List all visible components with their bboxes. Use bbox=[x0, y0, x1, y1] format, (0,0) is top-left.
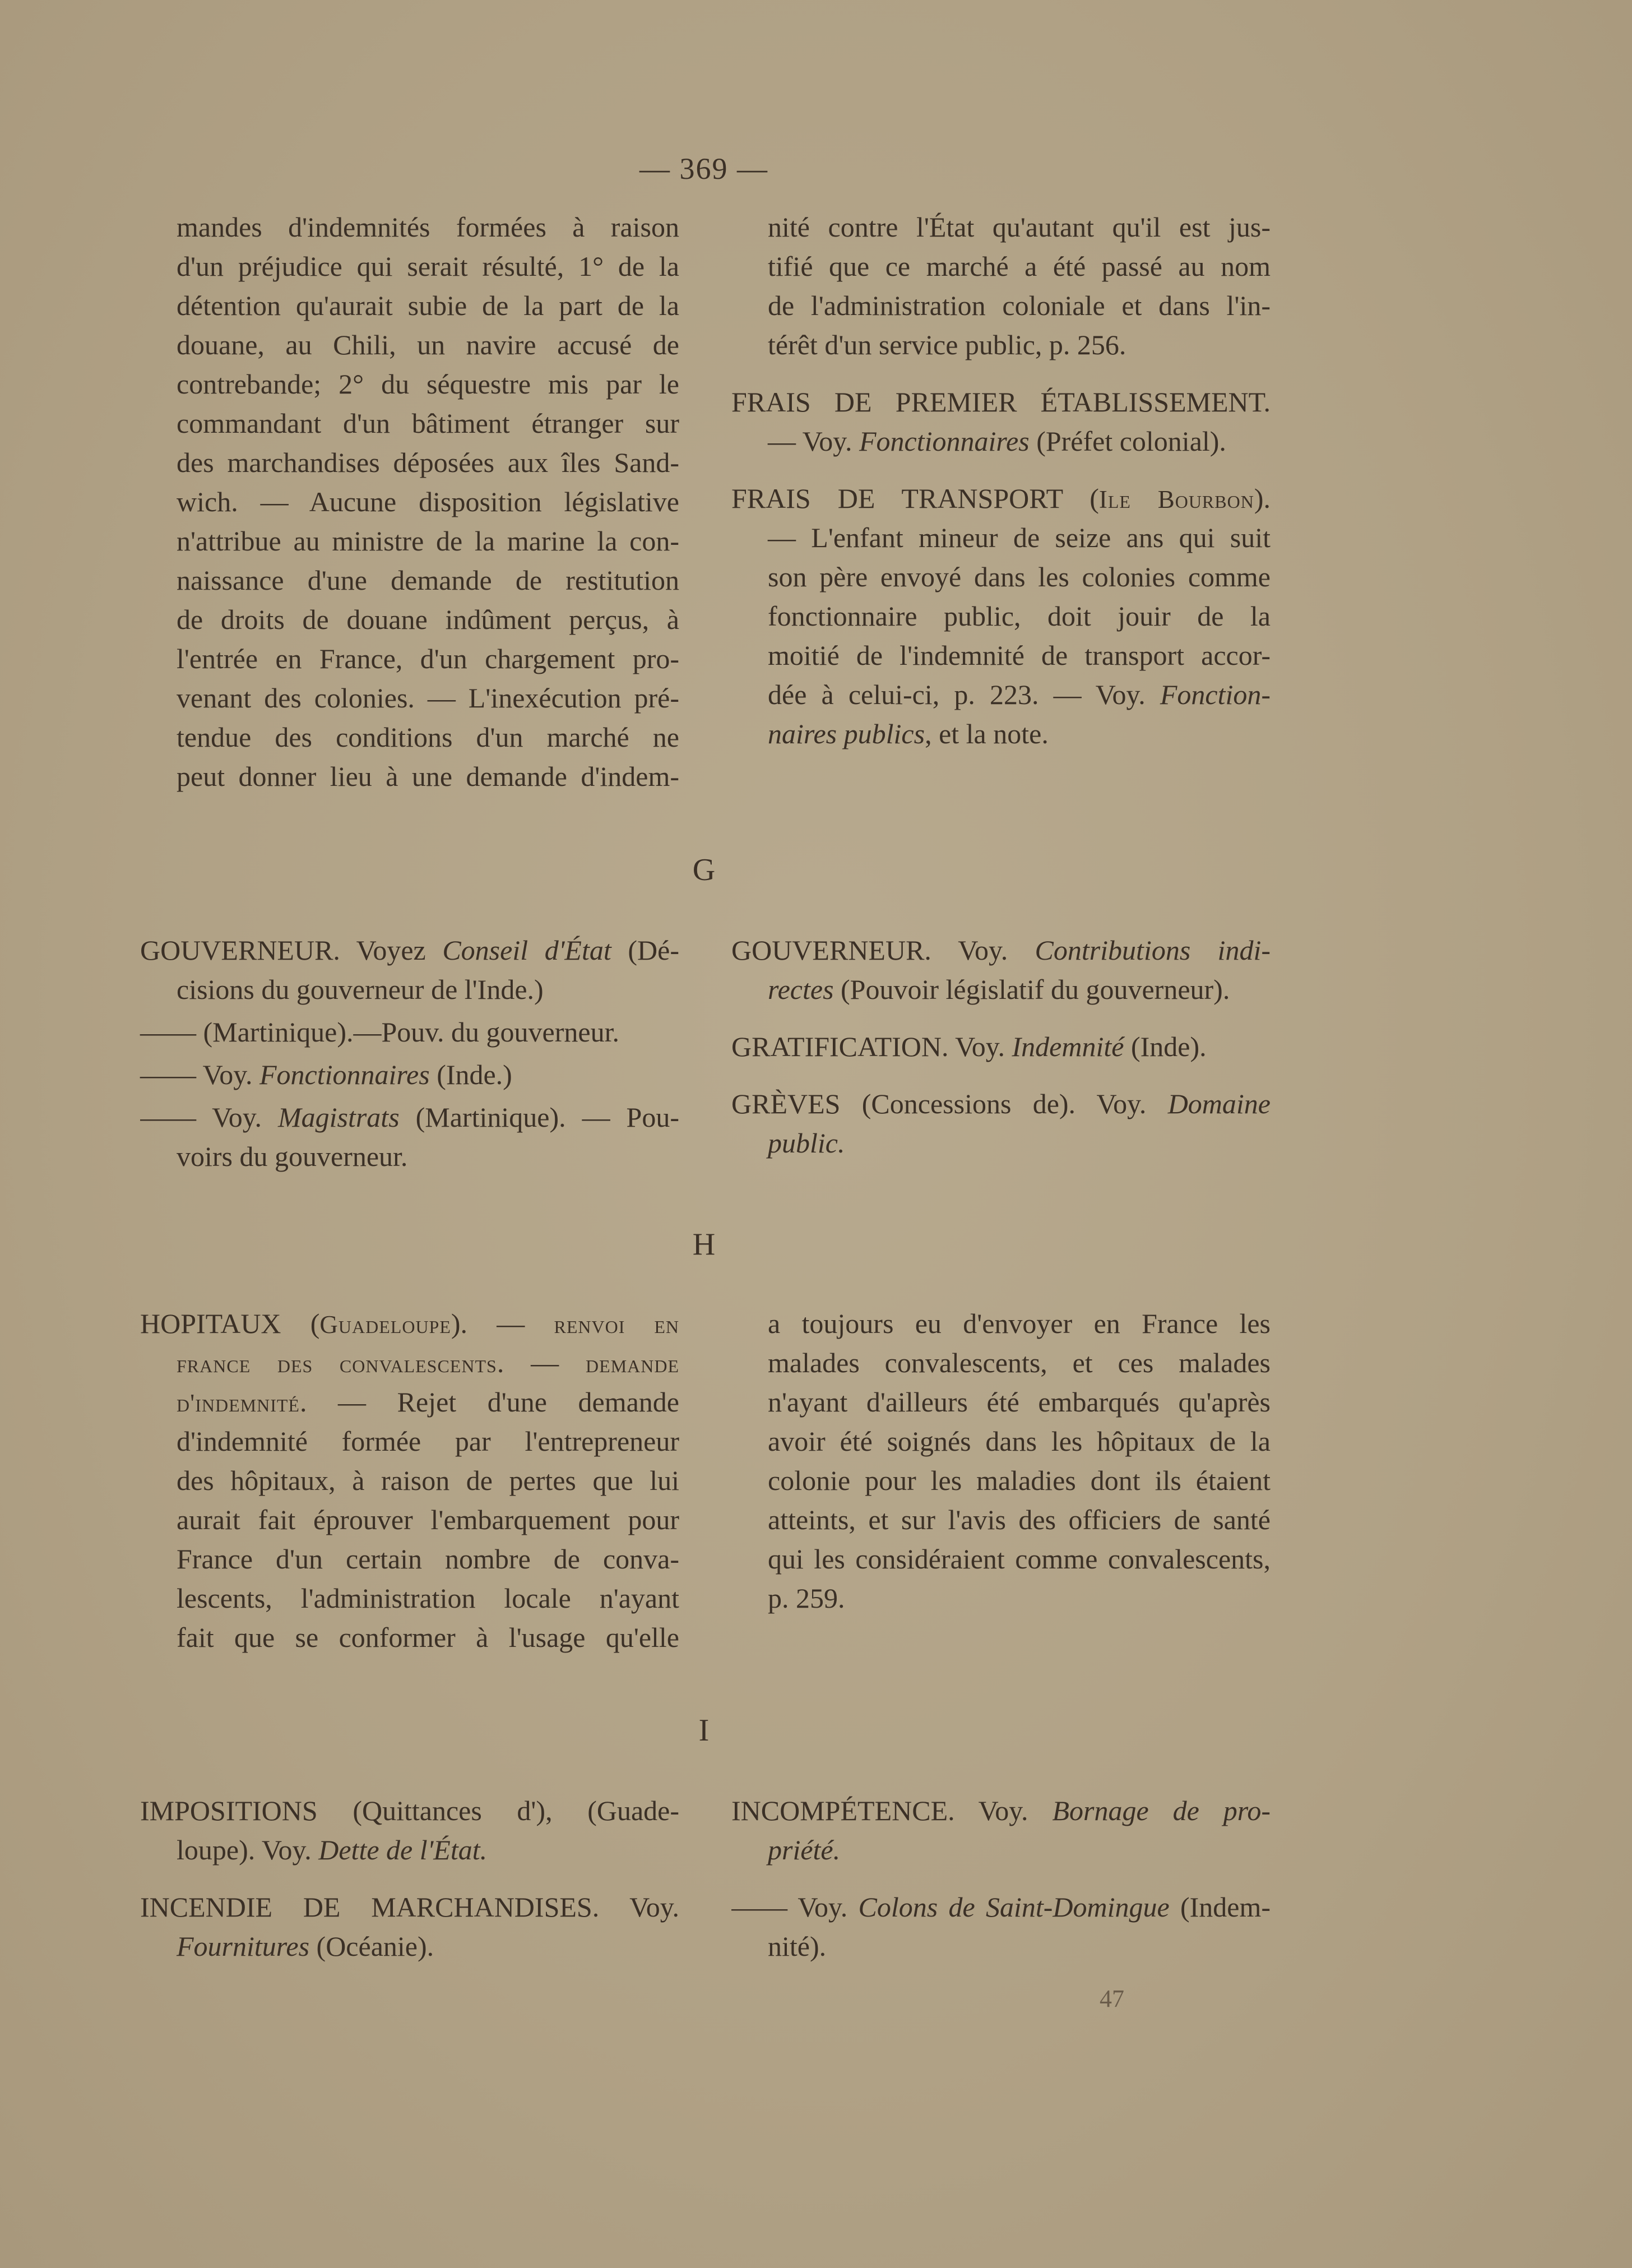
text-line bbox=[140, 970, 679, 1009]
text-line bbox=[140, 364, 679, 404]
text-run: contrebande; 2° du séquestre mis par le bbox=[177, 368, 679, 400]
text-run: (Pouvoir législatif du gouverneur). bbox=[833, 974, 1230, 1005]
text-run: voirs du gouverneur. bbox=[177, 1141, 408, 1172]
text-line bbox=[731, 675, 1271, 714]
italic-reference: rectes bbox=[768, 974, 834, 1005]
text-line bbox=[140, 247, 679, 286]
text-line bbox=[731, 1343, 1271, 1382]
text-line bbox=[140, 325, 679, 364]
italic-reference: public. bbox=[768, 1127, 845, 1159]
text-line bbox=[140, 1012, 679, 1052]
section-h-right-column bbox=[731, 1304, 1271, 1618]
text-run: GRATIFICATION. Voy. bbox=[731, 1031, 1012, 1062]
italic-reference: Bornage de pro- bbox=[1052, 1795, 1271, 1826]
text-line bbox=[731, 247, 1271, 286]
section-0-right-column bbox=[731, 207, 1271, 753]
small-caps-text: demande bbox=[586, 1350, 679, 1378]
text-run: p. 259. bbox=[768, 1582, 845, 1614]
text-line bbox=[731, 518, 1271, 557]
section-letter-h: H bbox=[692, 1227, 716, 1262]
index-entry bbox=[140, 931, 679, 1009]
page-number: — 369 — bbox=[639, 152, 768, 186]
text-line bbox=[731, 1927, 1271, 1966]
text-line bbox=[731, 207, 1271, 247]
small-caps-text: d'indemnité bbox=[177, 1389, 300, 1417]
text-run: lescents, l'administration locale n'ayant bbox=[177, 1582, 679, 1614]
index-entry bbox=[731, 479, 1271, 753]
text-line bbox=[731, 1084, 1271, 1123]
text-run: GOUVERNEUR. Voyez bbox=[140, 934, 443, 966]
italic-reference: Fonctionnaires bbox=[859, 425, 1030, 457]
text-run: avoir été soignés dans les hôpitaux de la bbox=[768, 1425, 1271, 1457]
small-caps-text: renvoi en bbox=[554, 1311, 679, 1339]
text-run: colonie pour les maladies dont ils étaient bbox=[768, 1465, 1271, 1496]
text-run: détention qu'aurait subie de la part de la bbox=[177, 290, 679, 321]
text-line bbox=[140, 207, 679, 247]
text-line bbox=[140, 1422, 679, 1461]
index-entry bbox=[140, 1098, 679, 1176]
text-run: —— Voy. bbox=[731, 1891, 859, 1923]
text-run: loupe). Voy. bbox=[177, 1834, 319, 1866]
small-caps-text: france des convalescents bbox=[177, 1350, 497, 1378]
text-line bbox=[140, 678, 679, 718]
text-run: ). — bbox=[451, 1308, 554, 1339]
text-run: mandes d'indemnités formées à raison bbox=[177, 211, 679, 243]
text-run: FRAIS DE PREMIER ÉTABLISSEMENT. bbox=[731, 386, 1271, 418]
text-line bbox=[140, 1382, 679, 1422]
italic-reference: Fonctionnaires bbox=[259, 1059, 430, 1090]
index-entry bbox=[731, 1887, 1271, 1966]
section-i-right-column bbox=[731, 1791, 1271, 1966]
italic-reference: Contributions indi- bbox=[1035, 934, 1271, 966]
section-letter-g: G bbox=[692, 853, 716, 887]
text-line bbox=[731, 1422, 1271, 1461]
text-line bbox=[731, 422, 1271, 461]
italic-reference: Domaine bbox=[1167, 1088, 1271, 1119]
text-line bbox=[140, 1579, 679, 1618]
text-run: douane, au Chili, un navire accusé de bbox=[177, 329, 679, 360]
italic-reference: naires publics bbox=[768, 718, 925, 749]
text-run: — L'enfant mineur de seize ans qui suit bbox=[768, 522, 1271, 553]
text-run: a toujours eu d'envoyer en France les bbox=[768, 1308, 1271, 1339]
text-run: (Dé- bbox=[611, 934, 679, 966]
text-run: des marchandises déposées aux îles Sand- bbox=[177, 447, 679, 478]
text-run: INCOMPÉTENCE. Voy. bbox=[731, 1795, 1053, 1826]
text-run: GOUVERNEUR. Voy. bbox=[731, 934, 1035, 966]
text-line bbox=[140, 404, 679, 443]
text-line bbox=[140, 1539, 679, 1579]
text-run: GRÈVES (Concessions de). Voy. bbox=[731, 1088, 1168, 1119]
text-line bbox=[140, 1137, 679, 1176]
text-run: (Préfet colonial). bbox=[1029, 425, 1226, 457]
signature-mark: 47 bbox=[1100, 1985, 1124, 2012]
text-run: wich. — Aucune disposition législative bbox=[177, 486, 679, 517]
text-run: France d'un certain nombre de conva- bbox=[177, 1543, 679, 1575]
italic-reference: Colons de Saint-Domingue bbox=[858, 1891, 1170, 1923]
text-line bbox=[140, 1098, 679, 1137]
text-run: fait que se conformer à l'usage qu'elle bbox=[177, 1622, 679, 1653]
italic-reference: Dette de l'État. bbox=[318, 1834, 488, 1866]
text-run: (Océanie). bbox=[309, 1931, 434, 1962]
index-entry bbox=[731, 1084, 1271, 1163]
text-line bbox=[140, 757, 679, 796]
text-line bbox=[140, 1343, 679, 1382]
text-line bbox=[731, 636, 1271, 675]
text-run: — Voy. bbox=[768, 425, 860, 457]
index-entry bbox=[140, 1304, 679, 1657]
text-run: commandant d'un bâtiment étranger sur bbox=[177, 408, 679, 439]
text-run: (Indem- bbox=[1169, 1891, 1271, 1923]
text-line bbox=[140, 718, 679, 757]
index-entry bbox=[731, 1791, 1271, 1869]
italic-reference: Fonction- bbox=[1160, 679, 1271, 710]
index-entry bbox=[731, 1027, 1271, 1066]
text-line bbox=[731, 1304, 1271, 1343]
text-run: d'un préjudice qui serait résulté, 1° de la bbox=[177, 251, 679, 282]
text-run: HOPITAUX ( bbox=[140, 1308, 320, 1339]
text-line bbox=[140, 443, 679, 482]
section-i-left-column bbox=[140, 1791, 679, 1966]
italic-reference: priété. bbox=[768, 1834, 841, 1866]
text-run: nité contre l'État qu'autant qu'il est jus- bbox=[768, 211, 1271, 243]
index-entry bbox=[140, 207, 679, 796]
text-line bbox=[731, 714, 1271, 753]
text-run: cisions du gouverneur de l'Inde.) bbox=[177, 974, 544, 1005]
text-line bbox=[140, 1791, 679, 1830]
text-line bbox=[731, 1791, 1271, 1830]
text-line bbox=[731, 1579, 1271, 1618]
text-run: —— (Martinique).—Pouv. du gouverneur. bbox=[140, 1016, 619, 1048]
text-line bbox=[731, 286, 1271, 325]
italic-reference: Indemnité bbox=[1012, 1031, 1124, 1062]
text-run: INCENDIE DE MARCHANDISES. Voy. bbox=[140, 1891, 679, 1923]
text-line bbox=[140, 1055, 679, 1094]
text-run: qui les considéraient comme convalescents, bbox=[768, 1543, 1271, 1575]
index-entry bbox=[140, 1055, 679, 1094]
text-run: , et la note. bbox=[925, 718, 1049, 749]
index-entry bbox=[731, 931, 1271, 1009]
small-caps-text: Guadeloupe bbox=[319, 1311, 451, 1339]
text-line bbox=[140, 482, 679, 521]
text-line bbox=[140, 521, 679, 561]
index-entry bbox=[731, 382, 1271, 461]
text-run: n'ayant d'ailleurs été embarqués qu'après bbox=[768, 1386, 1271, 1418]
italic-reference: Conseil d'État bbox=[442, 934, 611, 966]
text-line bbox=[731, 1027, 1271, 1066]
text-run: tendue des conditions d'un marché ne bbox=[177, 721, 679, 753]
text-line bbox=[731, 931, 1271, 970]
index-entry bbox=[140, 1791, 679, 1869]
text-line bbox=[731, 1461, 1271, 1500]
text-run: des hôpitaux, à raison de pertes que lui bbox=[177, 1465, 679, 1496]
text-line bbox=[731, 596, 1271, 636]
text-line bbox=[140, 600, 679, 639]
text-run: IMPOSITIONS (Quittances d'), (Guade- bbox=[140, 1795, 679, 1826]
text-run: térêt d'un service public, p. 256. bbox=[768, 329, 1126, 360]
text-run: dée à celui-ci, p. 223. — Voy. bbox=[768, 679, 1160, 710]
text-run: peut donner lieu à une demande d'indem- bbox=[177, 761, 679, 792]
text-run: —— Voy. bbox=[140, 1059, 260, 1090]
text-run: de droits de douane indûment perçus, à bbox=[177, 604, 679, 635]
text-run: fonctionnaire public, doit jouir de la bbox=[768, 600, 1271, 632]
text-run: tifié que ce marché a été passé au nom bbox=[768, 251, 1271, 282]
text-run: nité). bbox=[768, 1931, 827, 1962]
text-run: venant des colonies. — L'inexécution pré- bbox=[177, 682, 679, 714]
text-line bbox=[731, 1830, 1271, 1869]
italic-reference: Fournitures bbox=[177, 1931, 310, 1962]
text-run: (Inde.) bbox=[429, 1059, 512, 1090]
text-line bbox=[731, 970, 1271, 1009]
text-run: FRAIS DE TRANSPORT ( bbox=[731, 483, 1099, 514]
text-line bbox=[731, 1123, 1271, 1163]
text-run: aurait fait éprouver l'embarquement pour bbox=[177, 1504, 679, 1535]
text-line bbox=[731, 382, 1271, 422]
text-run: . — bbox=[497, 1347, 586, 1378]
text-line bbox=[140, 561, 679, 600]
text-line bbox=[140, 1927, 679, 1966]
text-run: ). bbox=[1254, 483, 1271, 514]
index-entry bbox=[140, 1887, 679, 1966]
text-line bbox=[140, 931, 679, 970]
section-h-left-column bbox=[140, 1304, 679, 1657]
text-line bbox=[731, 1887, 1271, 1927]
section-letter-i: I bbox=[698, 1713, 710, 1748]
small-caps-text: Ile Bourbon bbox=[1098, 485, 1254, 513]
text-line bbox=[140, 639, 679, 678]
text-line bbox=[731, 479, 1271, 518]
text-run: . — Rejet d'une demande bbox=[299, 1386, 679, 1418]
text-run: atteints, et sur l'avis des officiers de santé bbox=[768, 1504, 1271, 1535]
text-run: —— Voy. bbox=[140, 1101, 278, 1133]
text-line bbox=[731, 325, 1271, 364]
section-g-right-column bbox=[731, 931, 1271, 1163]
index-entry bbox=[731, 207, 1271, 364]
text-line bbox=[140, 1618, 679, 1657]
text-run: l'entrée en France, d'un chargement pro- bbox=[177, 643, 679, 674]
text-line bbox=[731, 1500, 1271, 1539]
text-line bbox=[731, 557, 1271, 596]
text-run: (Martinique). — Pou- bbox=[399, 1101, 679, 1133]
section-g-left-column bbox=[140, 931, 679, 1176]
text-line bbox=[731, 1382, 1271, 1422]
text-run: son père envoyé dans les colonies comme bbox=[768, 561, 1271, 593]
text-run: de l'administration coloniale et dans l'in- bbox=[768, 290, 1271, 321]
text-run: n'attribue au ministre de la marine la con- bbox=[177, 525, 679, 557]
index-entry bbox=[731, 1304, 1271, 1618]
text-run: naissance d'une demande de restitution bbox=[177, 564, 679, 596]
italic-reference: Magistrats bbox=[277, 1101, 400, 1133]
text-run: malades convalescents, et ces malades bbox=[768, 1347, 1271, 1378]
text-line bbox=[731, 1539, 1271, 1579]
text-line bbox=[140, 1461, 679, 1500]
text-run: (Inde). bbox=[1124, 1031, 1207, 1062]
text-line bbox=[140, 1500, 679, 1539]
section-0-left-column bbox=[140, 207, 679, 796]
index-entry bbox=[140, 1012, 679, 1052]
text-run: d'indemnité formée par l'entrepreneur bbox=[177, 1425, 679, 1457]
text-line bbox=[140, 1830, 679, 1869]
text-line bbox=[140, 1304, 679, 1343]
text-line bbox=[140, 1887, 679, 1927]
text-line bbox=[140, 286, 679, 325]
text-run: moitié de l'indemnité de transport accor- bbox=[768, 640, 1271, 671]
